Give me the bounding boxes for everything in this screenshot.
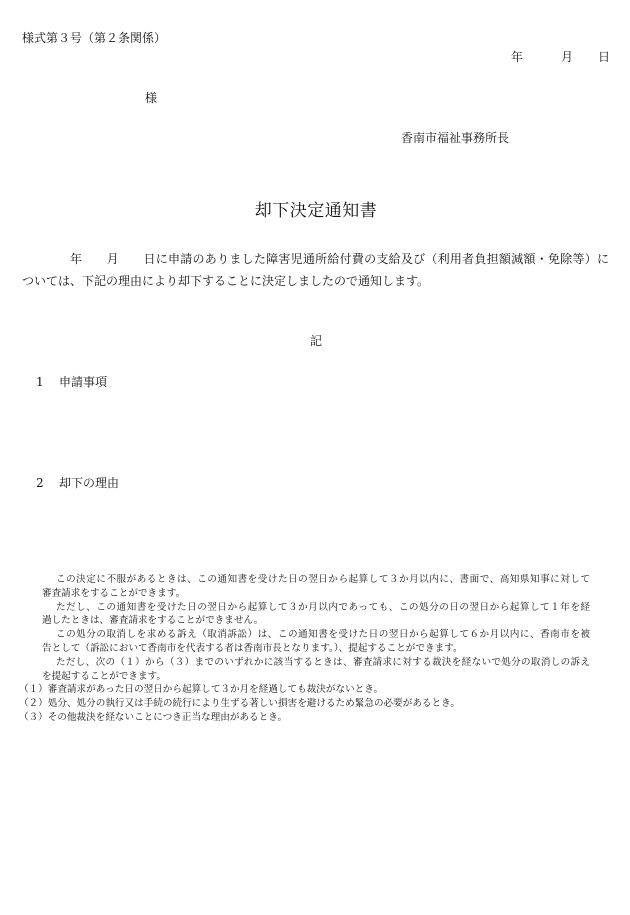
date-day-label: 日 xyxy=(598,50,611,64)
addressee-honorific: 様 xyxy=(145,91,158,105)
notice-line: 過したときは、審査請求をすることができません。 xyxy=(42,615,264,627)
date-year-label: 年 xyxy=(511,50,524,64)
notice-list-item: （１）審査請求があった日の翌日から起算して３か月を経過しても裁決がないとき。 xyxy=(19,684,384,696)
notice-line: 審査請求をすることができます。 xyxy=(42,587,186,599)
document-title: 却下決定通知書 xyxy=(254,201,378,221)
form-number-label: 様式第３号（第２条関係） xyxy=(22,31,167,45)
section-label: 申請事項 xyxy=(59,375,108,389)
notice-line: この処分の取消しを求める訴え（取消訴訟）は、この通知書を受けた日の翌日から起算して６か月以内に、香南市を被 xyxy=(56,629,590,641)
notice-line: ただし、この通知書を受けた日の翌日から起算して３か月以内であっても、この処分の日の翌日から起算して１年を経 xyxy=(56,601,590,613)
section-number: 2 xyxy=(36,476,44,490)
ki-heading: 記 xyxy=(310,334,323,348)
appeal-notice xyxy=(0,573,630,725)
section-number: 1 xyxy=(36,375,44,389)
notice-line: を提起することができます。 xyxy=(42,670,166,682)
sender-name: 香南市福祉事務所長 xyxy=(401,131,510,145)
notice-line: この決定に不服があるときは、この通知書を受けた日の翌日から起算して３か月以内に、書面で、高知県知事に対して xyxy=(56,574,590,585)
body-line: 年 月 日に申請のありました障害児通所給付費の支給及び（利用者負担額減額・免除等）に xyxy=(70,252,609,266)
section-label: 却下の理由 xyxy=(59,476,120,490)
date-month-label: 月 xyxy=(561,50,574,64)
body-line: ついては、下記の理由により却下することに決定しましたので通知します。 xyxy=(22,274,430,288)
notice-line: ただし、次の（１）から（３）までのいずれかに該当するときは、審査請求に対する裁決を経ないで処分の取消しの訴え xyxy=(56,656,590,668)
notice-line: 告として（訴訟において香南市を代表する者は香南市長となります。）、提起することができます。 xyxy=(42,642,463,654)
notice-list-item: （３）その他裁決を経ないことにつき正当な理由があるとき。 xyxy=(19,711,288,723)
notice-list-item: （２）処分、処分の執行又は手続の続行により生ずる著しい損害を避けるため緊急の必要があるとき。 xyxy=(19,698,460,710)
